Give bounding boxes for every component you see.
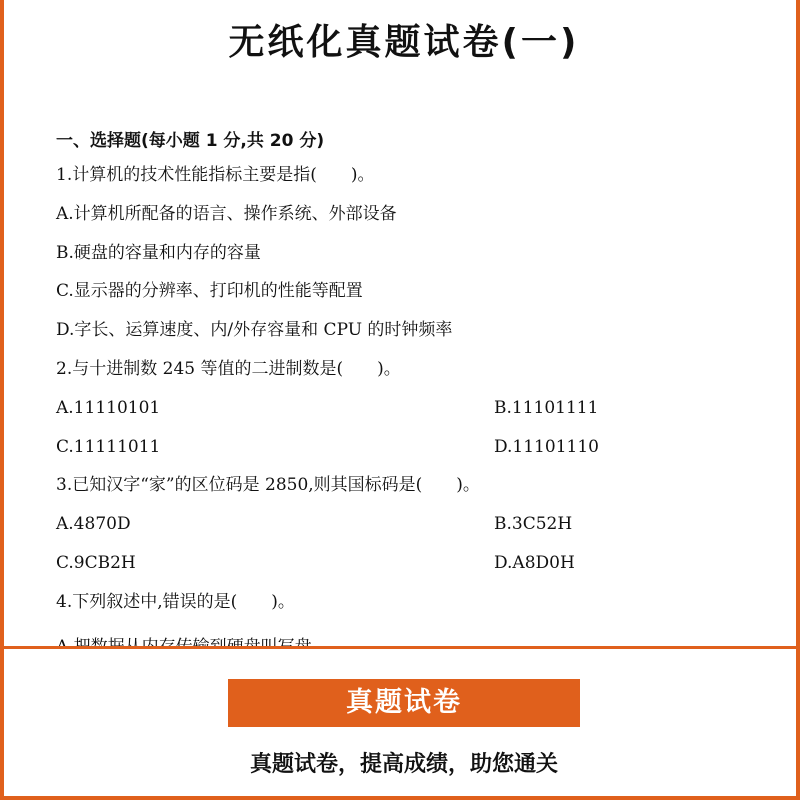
option: A.11110101	[56, 397, 161, 418]
question-stem: 3.已知汉字“家”的区位码是 2850,则其国标码是( )。	[56, 475, 480, 496]
page-title: 无纸化真题试卷(一)	[228, 22, 580, 63]
option-row	[56, 550, 756, 589]
section-heading: 一、选择题(每小题 1 分,共 20 分)	[56, 131, 325, 151]
option: C.11111011	[56, 436, 161, 457]
question-stem: 4.下列叙述中,错误的是( )。	[56, 591, 295, 612]
banner-label: 真题试卷	[228, 679, 580, 727]
option: C.显示器的分辨率、打印机的性能等配置	[56, 281, 363, 302]
option: B.硬盘的容量和内存的容量	[56, 242, 261, 263]
exam-content	[56, 128, 756, 628]
option: B.3C52H	[494, 514, 573, 535]
option: D.11101110	[494, 436, 599, 457]
tagline: 真题试卷，提高成绩，助您通关	[249, 752, 558, 777]
option: A.计算机所配备的语言、操作系统、外部设备	[56, 203, 397, 224]
option-row	[56, 434, 756, 473]
option-row	[56, 511, 756, 550]
option: D.A8D0H	[494, 552, 575, 573]
option: A.4870D	[56, 514, 131, 535]
option: B.11101111	[494, 397, 599, 418]
question-stem: 2.与十进制数 245 等值的二进制数是( )。	[56, 358, 401, 379]
option: C.9CB2H	[56, 552, 136, 573]
option: D.字长、运算速度、内/外存容量和 CPU 的时钟频率	[56, 320, 453, 341]
question-stem: 1.计算机的技术性能指标主要是指( )。	[56, 165, 375, 185]
promo-panel	[4, 646, 800, 800]
option-row	[56, 395, 756, 434]
